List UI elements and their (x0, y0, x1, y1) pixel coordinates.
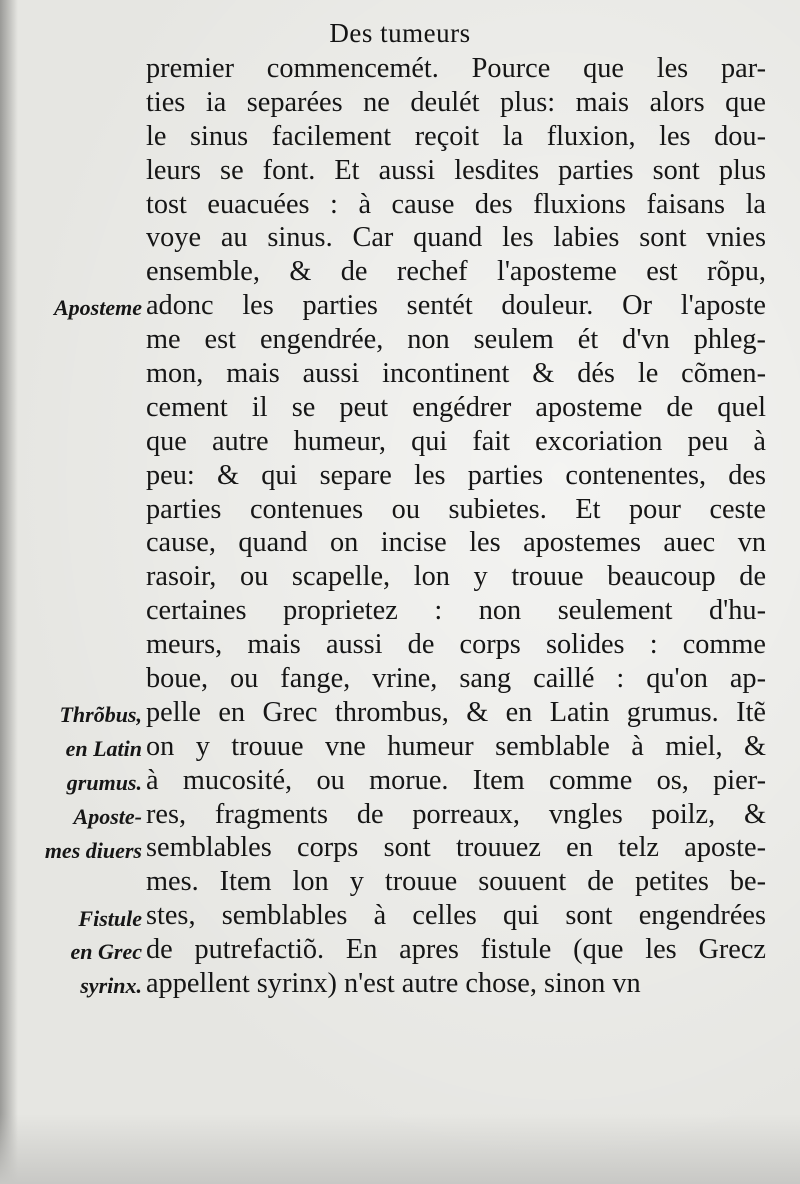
text-line: premier commencemét. Pource que les par- (146, 53, 766, 84)
text-line: parties contenues ou subietes. Et pour ceste (146, 493, 766, 525)
text-line: ensemble, & de rechef l'aposteme est rõpu, (146, 256, 766, 288)
text-line: res, fragments de porreaux, vngles poilz, & (146, 798, 766, 830)
text-line: mon, mais aussi incontinent & dés le cõmen- (146, 358, 766, 390)
text-line: le sinus facilement reçoit la fluxion, les dou- (146, 120, 766, 152)
text-line: appellent syrinx) n'est autre chose, sinon vn (146, 968, 641, 1000)
text-line: certaines proprietez : non seulement d'hu- (146, 595, 766, 627)
text-line: ties ia separées ne deulét plus: mais alors que (146, 86, 766, 118)
gutter-shadow (0, 0, 18, 1184)
text-line: peu: & qui separe les parties contenentes, des (146, 459, 766, 491)
margin-note: Thrõbus, (59, 702, 142, 728)
text-line: voye au sinus. Car quand les labies sont vnies (146, 222, 766, 254)
text-line: on y trouue vne humeur semblable à miel, & (146, 730, 766, 762)
margin-note: syrinx. (80, 973, 142, 999)
text-line: cause, quand on incise les apostemes auec vn (146, 527, 766, 559)
text-line: me est engendrée, non seulem ét d'vn phleg- (146, 324, 766, 356)
margin-note: Aposteme (54, 295, 142, 321)
text-line: semblables corps sont trouuez en telz aposte- (146, 832, 766, 864)
margin-note: Aposte- (73, 803, 142, 829)
margin-note: Fistule (78, 905, 142, 931)
page-bottom-shadow (0, 1114, 800, 1184)
text-line: meurs, mais aussi de corps solides : comme (146, 629, 766, 661)
text-line: stes, semblables à celles qui sont engendrées (146, 900, 766, 932)
margin-note: en Latin (65, 736, 142, 761)
text-line: cement il se peut engédrer aposteme de quel (146, 391, 766, 423)
margin-note: en Grec (70, 939, 142, 965)
text-line: leurs se font. Et aussi lesdites parties sont plus (146, 154, 766, 186)
text-line: adonc les parties sentét douleur. Or l'aposte (146, 290, 766, 322)
margin-note: mes diuers (44, 837, 142, 863)
text-line: que autre humeur, qui fait excoriation peu à (146, 425, 766, 457)
text-line: à mucosité, ou morue. Item comme os, pier- (146, 764, 766, 796)
text-line: rasoir, ou scapelle, lon y trouue beaucoup de (146, 561, 766, 593)
text-line: pelle en Grec thrombus, & en Latin grumus. Itẽ (146, 696, 766, 728)
body-text (146, 52, 766, 1001)
text-line: tost euacuées : à cause des fluxions faisans la (146, 188, 766, 220)
text-line: mes. Item lon y trouue souuent de petites be- (146, 866, 766, 898)
running-header: Des tumeurs (329, 18, 471, 48)
text-line: boue, ou fange, vrine, sang caillé : qu'on ap- (146, 663, 766, 695)
margin-note: grumus. (66, 769, 142, 795)
text-line: de putrefactiõ. En apres fistule (que les Grecz (146, 934, 766, 966)
